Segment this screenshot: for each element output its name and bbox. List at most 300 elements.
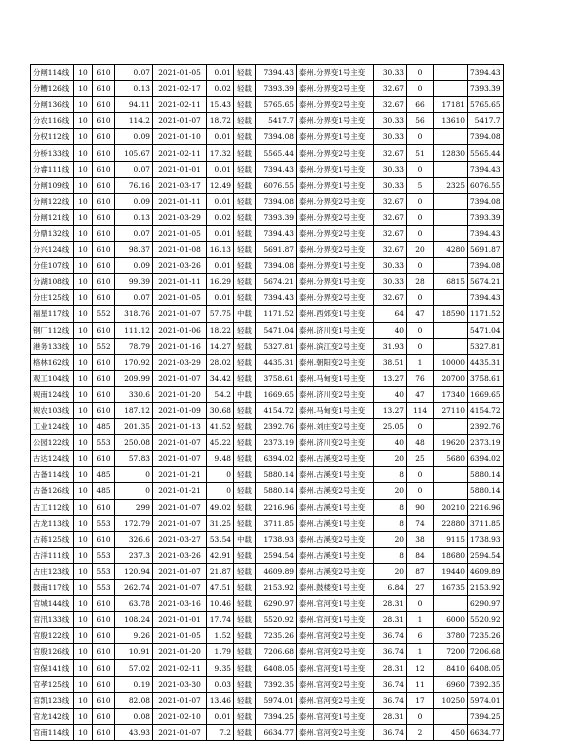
cell-load-status: 轻载: [234, 354, 256, 370]
cell-capacity: 610: [93, 612, 115, 628]
cell-voltage: 10: [74, 644, 93, 660]
cell-load-status: 轻载: [234, 692, 256, 708]
cell-capacity: 610: [93, 113, 115, 129]
cell-spare-capacity: 6408.05: [256, 660, 297, 676]
cell-load-rate: 53.54: [207, 531, 234, 547]
cell-main-load-rate: 30.33: [374, 129, 407, 145]
table-row: [31, 547, 504, 563]
cell-load-status: 轻载: [234, 145, 256, 161]
cell-load-status: 轻载: [234, 547, 256, 563]
cell-feeder-name: 分兴124线: [31, 242, 74, 258]
cell-user-capacity: 4280: [434, 242, 468, 258]
cell-available-capacity: 5880.14: [468, 467, 504, 483]
cell-feeder-name: 古龙113线: [31, 515, 74, 531]
cell-spare-capacity: 3758.61: [256, 370, 297, 386]
cell-spare-capacity: 7235.26: [256, 628, 297, 644]
cell-load-rate: 0.02: [207, 209, 234, 225]
cell-feeder-name: 分佳107线: [31, 258, 74, 274]
table-row: [31, 177, 504, 193]
cell-user-capacity: 18590: [434, 306, 468, 322]
cell-main-load-rate: 36.74: [374, 644, 407, 660]
cell-voltage: 10: [74, 354, 93, 370]
cell-spare-capacity: 5880.14: [256, 467, 297, 483]
cell-capacity: 610: [93, 499, 115, 515]
cell-substation: 泰州.刘庄变2号主变: [297, 419, 374, 435]
cell-feeder-name: 分湖108线: [31, 274, 74, 290]
cell-substation: 泰州.西郊变1号主变: [297, 306, 374, 322]
cell-spare-capacity: 2392.76: [256, 419, 297, 435]
cell-load-rate: 9.48: [207, 451, 234, 467]
cell-load-rate: 18.72: [207, 113, 234, 129]
cell-user-capacity: 19620: [434, 435, 468, 451]
cell-user-capacity: 6815: [434, 274, 468, 290]
cell-spare-capacity: 2216.96: [256, 499, 297, 515]
cell-substation: 泰州.官河变2号主变: [297, 644, 374, 660]
cell-main-load-rate: 30.33: [374, 274, 407, 290]
cell-feeder-name: 分闸136线: [31, 97, 74, 113]
cell-main-load-rate: 32.67: [374, 97, 407, 113]
cell-user-count: 0: [407, 81, 434, 97]
cell-user-capacity: 450: [434, 724, 468, 740]
cell-load-rate: 12.49: [207, 177, 234, 193]
cell-peak-current: 0.07: [115, 290, 153, 306]
cell-available-capacity: 7392.35: [468, 676, 504, 692]
cell-load-status: 轻载: [234, 193, 256, 209]
cell-peak-date: 2021-01-07: [153, 451, 207, 467]
cell-peak-date: 2021-03-26: [153, 258, 207, 274]
cell-user-capacity: [434, 596, 468, 612]
cell-load-rate: 47.51: [207, 580, 234, 596]
cell-available-capacity: 7206.68: [468, 644, 504, 660]
cell-load-rate: 9.35: [207, 660, 234, 676]
cell-available-capacity: 6394.02: [468, 451, 504, 467]
cell-voltage: 10: [74, 724, 93, 740]
cell-user-capacity: [434, 65, 468, 81]
cell-capacity: 610: [93, 596, 115, 612]
cell-user-count: 84: [407, 547, 434, 563]
cell-spare-capacity: 3711.85: [256, 515, 297, 531]
cell-peak-date: 2021-01-07: [153, 499, 207, 515]
cell-peak-current: 330.6: [115, 386, 153, 402]
cell-voltage: 10: [74, 419, 93, 435]
cell-peak-current: 63.78: [115, 596, 153, 612]
cell-user-capacity: 22880: [434, 515, 468, 531]
cell-available-capacity: 5674.21: [468, 274, 504, 290]
table-row: [31, 129, 504, 145]
cell-peak-date: 2021-01-08: [153, 242, 207, 258]
cell-peak-date: 2021-01-07: [153, 515, 207, 531]
cell-user-capacity: 20210: [434, 499, 468, 515]
cell-substation: 泰州.济川变2号主变: [297, 386, 374, 402]
cell-peak-date: 2021-01-07: [153, 563, 207, 579]
cell-user-count: 2: [407, 724, 434, 740]
cell-capacity: 610: [93, 322, 115, 338]
cell-capacity: 610: [93, 209, 115, 225]
cell-peak-current: 318.76: [115, 306, 153, 322]
cell-load-status: 轻载: [234, 338, 256, 354]
cell-feeder-name: 官龙142线: [31, 708, 74, 724]
cell-load-status: 轻载: [234, 419, 256, 435]
cell-peak-current: 111.12: [115, 322, 153, 338]
cell-main-load-rate: 32.67: [374, 209, 407, 225]
cell-user-capacity: [434, 290, 468, 306]
table-row: [31, 708, 504, 724]
table-row: [31, 499, 504, 515]
cell-available-capacity: 5417.7: [468, 113, 504, 129]
cell-user-count: 0: [407, 467, 434, 483]
spreadsheet: [30, 64, 504, 741]
cell-main-load-rate: 28.31: [374, 612, 407, 628]
cell-feeder-name: 分闸109线: [31, 177, 74, 193]
cell-user-capacity: [434, 322, 468, 338]
cell-feeder-name: 分闸122线: [31, 193, 74, 209]
cell-user-count: 47: [407, 386, 434, 402]
cell-capacity: 610: [93, 676, 115, 692]
cell-available-capacity: 5691.87: [468, 242, 504, 258]
cell-load-rate: 18.22: [207, 322, 234, 338]
cell-capacity: 610: [93, 370, 115, 386]
cell-peak-current: 9.26: [115, 628, 153, 644]
cell-substation: 泰州.官河变2号主变: [297, 676, 374, 692]
cell-feeder-name: 分闸114线: [31, 65, 74, 81]
cell-spare-capacity: 5417.7: [256, 113, 297, 129]
cell-voltage: 10: [74, 435, 93, 451]
cell-load-rate: 1.52: [207, 628, 234, 644]
cell-feeder-name: 公园122线: [31, 435, 74, 451]
cell-capacity: 485: [93, 467, 115, 483]
cell-capacity: 553: [93, 580, 115, 596]
cell-peak-date: 2021-01-07: [153, 580, 207, 596]
cell-substation: 泰州.马甸变1号主变: [297, 370, 374, 386]
cell-user-count: 47: [407, 306, 434, 322]
cell-user-capacity: 5680: [434, 451, 468, 467]
cell-peak-current: 237.3: [115, 547, 153, 563]
cell-load-status: 中载: [234, 306, 256, 322]
cell-main-load-rate: 30.33: [374, 161, 407, 177]
cell-peak-date: 2021-03-29: [153, 354, 207, 370]
cell-spare-capacity: 5765.65: [256, 97, 297, 113]
cell-load-rate: 0.01: [207, 708, 234, 724]
cell-available-capacity: 7394.43: [468, 290, 504, 306]
cell-load-rate: 21.87: [207, 563, 234, 579]
cell-spare-capacity: 2153.92: [256, 580, 297, 596]
cell-feeder-name: 规南124线: [31, 386, 74, 402]
cell-load-rate: 0.01: [207, 193, 234, 209]
cell-spare-capacity: 5880.14: [256, 483, 297, 499]
cell-load-rate: 0: [207, 483, 234, 499]
cell-substation: 泰州.鼓楼变1号主变: [297, 580, 374, 596]
table-row: [31, 724, 504, 740]
cell-main-load-rate: 8: [374, 515, 407, 531]
cell-capacity: 610: [93, 644, 115, 660]
cell-user-capacity: [434, 193, 468, 209]
cell-capacity: 552: [93, 306, 115, 322]
cell-capacity: 610: [93, 628, 115, 644]
cell-capacity: 610: [93, 258, 115, 274]
cell-voltage: 10: [74, 563, 93, 579]
cell-peak-date: 2021-03-16: [153, 596, 207, 612]
cell-peak-date: 2021-01-07: [153, 306, 207, 322]
cell-user-count: 25: [407, 451, 434, 467]
cell-user-count: 38: [407, 531, 434, 547]
cell-load-rate: 0.01: [207, 290, 234, 306]
cell-main-load-rate: 32.67: [374, 193, 407, 209]
cell-user-count: 90: [407, 499, 434, 515]
cell-user-count: 0: [407, 338, 434, 354]
cell-peak-current: 120.94: [115, 563, 153, 579]
cell-main-load-rate: 32.67: [374, 81, 407, 97]
cell-load-rate: 31.25: [207, 515, 234, 531]
cell-load-rate: 57.75: [207, 306, 234, 322]
table-row: [31, 209, 504, 225]
cell-substation: 泰州.分界变2号主变: [297, 290, 374, 306]
cell-feeder-name: 分闸121线: [31, 209, 74, 225]
cell-feeder-name: 分桥133线: [31, 145, 74, 161]
cell-available-capacity: 2216.96: [468, 499, 504, 515]
cell-substation: 泰州.古溪变1号主变: [297, 547, 374, 563]
cell-substation: 泰州.古溪变2号主变: [297, 531, 374, 547]
cell-main-load-rate: 36.74: [374, 692, 407, 708]
cell-peak-current: 78.79: [115, 338, 153, 354]
cell-voltage: 10: [74, 274, 93, 290]
cell-capacity: 610: [93, 354, 115, 370]
cell-user-count: 11: [407, 676, 434, 692]
cell-user-count: 6: [407, 628, 434, 644]
table-row: [31, 322, 504, 338]
cell-voltage: 10: [74, 708, 93, 724]
cell-voltage: 10: [74, 386, 93, 402]
cell-feeder-name: 分权112线: [31, 129, 74, 145]
cell-peak-date: 2021-02-11: [153, 97, 207, 113]
cell-peak-current: 105.67: [115, 145, 153, 161]
cell-main-load-rate: 32.67: [374, 145, 407, 161]
cell-available-capacity: 5565.44: [468, 145, 504, 161]
cell-load-status: 轻载: [234, 81, 256, 97]
cell-capacity: 553: [93, 547, 115, 563]
cell-peak-current: 57.02: [115, 660, 153, 676]
cell-feeder-name: 港务133线: [31, 338, 74, 354]
cell-peak-date: 2021-02-17: [153, 81, 207, 97]
cell-load-rate: 41.52: [207, 419, 234, 435]
cell-substation: 泰州.济川变1号主变: [297, 322, 374, 338]
cell-spare-capacity: 7392.35: [256, 676, 297, 692]
cell-substation: 泰州.古溪变1号主变: [297, 467, 374, 483]
cell-feeder-name: 古工112线: [31, 499, 74, 515]
cell-voltage: 10: [74, 209, 93, 225]
cell-load-status: 轻载: [234, 274, 256, 290]
cell-load-status: 轻载: [234, 451, 256, 467]
cell-user-capacity: 17181: [434, 97, 468, 113]
cell-user-capacity: 6000: [434, 612, 468, 628]
cell-user-capacity: [434, 419, 468, 435]
cell-user-count: 48: [407, 435, 434, 451]
cell-peak-date: 2021-01-07: [153, 692, 207, 708]
cell-capacity: 553: [93, 515, 115, 531]
cell-user-count: 56: [407, 113, 434, 129]
table-row: [31, 676, 504, 692]
cell-spare-capacity: 7394.43: [256, 161, 297, 177]
cell-load-status: 轻载: [234, 660, 256, 676]
cell-substation: 泰州.分界变1号主变: [297, 274, 374, 290]
cell-feeder-name: 古洋111线: [31, 547, 74, 563]
cell-available-capacity: 4609.89: [468, 563, 504, 579]
cell-feeder-name: 古备126线: [31, 483, 74, 499]
cell-peak-date: 2021-03-17: [153, 177, 207, 193]
cell-spare-capacity: 7393.39: [256, 209, 297, 225]
cell-peak-date: 2021-01-16: [153, 338, 207, 354]
cell-peak-current: 299: [115, 499, 153, 515]
cell-feeder-name: 古达124线: [31, 451, 74, 467]
cell-capacity: 610: [93, 386, 115, 402]
cell-user-capacity: [434, 338, 468, 354]
cell-main-load-rate: 36.74: [374, 676, 407, 692]
cell-peak-date: 2021-01-07: [153, 435, 207, 451]
cell-available-capacity: 5880.14: [468, 483, 504, 499]
cell-substation: 泰州.古溪变2号主变: [297, 563, 374, 579]
cell-spare-capacity: 7394.43: [256, 65, 297, 81]
cell-load-rate: 14.27: [207, 338, 234, 354]
table-row: [31, 338, 504, 354]
cell-spare-capacity: 6076.55: [256, 177, 297, 193]
cell-feeder-name: 古蒋125线: [31, 531, 74, 547]
cell-capacity: 610: [93, 193, 115, 209]
cell-capacity: 610: [93, 451, 115, 467]
cell-user-count: 5: [407, 177, 434, 193]
cell-load-status: 轻载: [234, 628, 256, 644]
table-row: [31, 193, 504, 209]
cell-spare-capacity: 7394.43: [256, 290, 297, 306]
cell-voltage: 10: [74, 306, 93, 322]
cell-user-capacity: 2325: [434, 177, 468, 193]
table-row: [31, 692, 504, 708]
cell-peak-current: 0.07: [115, 65, 153, 81]
cell-user-capacity: 9115: [434, 531, 468, 547]
cell-available-capacity: 2373.19: [468, 435, 504, 451]
cell-user-capacity: [434, 467, 468, 483]
cell-feeder-name: 规农103线: [31, 402, 74, 418]
cell-main-load-rate: 38.51: [374, 354, 407, 370]
cell-feeder-name: 观工104线: [31, 370, 74, 386]
cell-load-rate: 0.01: [207, 225, 234, 241]
cell-peak-current: 98.37: [115, 242, 153, 258]
cell-spare-capacity: 5520.92: [256, 612, 297, 628]
table-row: [31, 145, 504, 161]
cell-peak-date: 2021-01-20: [153, 644, 207, 660]
cell-load-status: 轻载: [234, 129, 256, 145]
cell-load-status: 轻载: [234, 65, 256, 81]
cell-substation: 泰州.分界变1号主变: [297, 113, 374, 129]
cell-load-status: 轻载: [234, 612, 256, 628]
cell-user-count: 0: [407, 193, 434, 209]
cell-voltage: 10: [74, 467, 93, 483]
cell-user-count: 0: [407, 65, 434, 81]
cell-capacity: 552: [93, 338, 115, 354]
cell-load-status: 轻载: [234, 258, 256, 274]
cell-load-rate: 16.29: [207, 274, 234, 290]
cell-substation: 泰州.分界变1号主变: [297, 129, 374, 145]
cell-main-load-rate: 30.33: [374, 177, 407, 193]
cell-substation: 泰州.分界变1号主变: [297, 161, 374, 177]
cell-load-status: 轻载: [234, 708, 256, 724]
cell-voltage: 10: [74, 531, 93, 547]
cell-user-count: 0: [407, 483, 434, 499]
cell-peak-current: 201.35: [115, 419, 153, 435]
cell-load-rate: 0.01: [207, 129, 234, 145]
cell-capacity: 553: [93, 563, 115, 579]
cell-main-load-rate: 30.33: [374, 113, 407, 129]
table-row: [31, 596, 504, 612]
cell-substation: 泰州.分界变2号主变: [297, 97, 374, 113]
cell-substation: 泰州.古溪变1号主变: [297, 499, 374, 515]
cell-voltage: 10: [74, 225, 93, 241]
cell-load-rate: 16.13: [207, 242, 234, 258]
cell-voltage: 10: [74, 97, 93, 113]
cell-user-capacity: 12830: [434, 145, 468, 161]
cell-spare-capacity: 5674.21: [256, 274, 297, 290]
cell-load-rate: 7.2: [207, 724, 234, 740]
cell-voltage: 10: [74, 242, 93, 258]
cell-voltage: 10: [74, 145, 93, 161]
table-row: [31, 644, 504, 660]
cell-load-status: 轻载: [234, 563, 256, 579]
cell-voltage: 10: [74, 660, 93, 676]
cell-load-status: 轻载: [234, 499, 256, 515]
cell-peak-current: 0.09: [115, 129, 153, 145]
cell-voltage: 10: [74, 451, 93, 467]
cell-substation: 泰州.古溪变2号主变: [297, 483, 374, 499]
cell-spare-capacity: 7394.08: [256, 258, 297, 274]
cell-substation: 泰州.济川变2号主变: [297, 435, 374, 451]
cell-peak-current: 0: [115, 483, 153, 499]
cell-available-capacity: 1171.52: [468, 306, 504, 322]
cell-load-rate: 34.42: [207, 370, 234, 386]
cell-voltage: 10: [74, 596, 93, 612]
cell-peak-current: 94.11: [115, 97, 153, 113]
cell-capacity: 610: [93, 145, 115, 161]
cell-load-rate: 1.79: [207, 644, 234, 660]
cell-main-load-rate: 25.05: [374, 419, 407, 435]
cell-load-status: 轻载: [234, 435, 256, 451]
cell-user-count: 0: [407, 209, 434, 225]
cell-load-status: 轻载: [234, 370, 256, 386]
cell-peak-date: 2021-01-09: [153, 402, 207, 418]
table-row: [31, 563, 504, 579]
table-row: [31, 354, 504, 370]
cell-spare-capacity: 6290.97: [256, 596, 297, 612]
cell-peak-current: 250.08: [115, 435, 153, 451]
cell-user-capacity: 20700: [434, 370, 468, 386]
cell-spare-capacity: 7394.08: [256, 129, 297, 145]
cell-main-load-rate: 36.74: [374, 628, 407, 644]
cell-user-capacity: 27110: [434, 402, 468, 418]
cell-voltage: 10: [74, 547, 93, 563]
cell-peak-date: 2021-02-11: [153, 145, 207, 161]
cell-available-capacity: 6408.05: [468, 660, 504, 676]
cell-spare-capacity: 6634.77: [256, 724, 297, 740]
cell-load-rate: 0: [207, 467, 234, 483]
cell-peak-current: 326.6: [115, 531, 153, 547]
cell-load-rate: 15.43: [207, 97, 234, 113]
cell-spare-capacity: 4435.31: [256, 354, 297, 370]
cell-spare-capacity: 4154.72: [256, 402, 297, 418]
cell-voltage: 10: [74, 402, 93, 418]
cell-load-status: 轻载: [234, 161, 256, 177]
table-row: [31, 81, 504, 97]
cell-load-rate: 49.02: [207, 499, 234, 515]
cell-substation: 泰州.分界变1号主变: [297, 65, 374, 81]
cell-substation: 泰州.官河变2号主变: [297, 724, 374, 740]
cell-load-rate: 30.68: [207, 402, 234, 418]
